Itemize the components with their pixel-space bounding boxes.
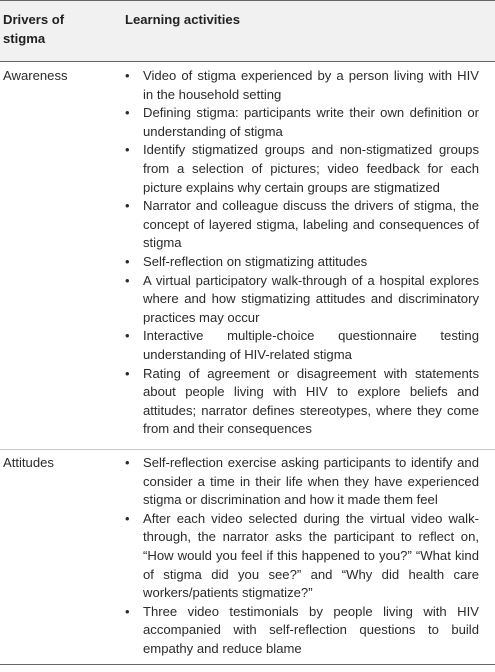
- driver-awareness: Awareness: [3, 68, 68, 83]
- driver-attitudes: Attitudes: [3, 455, 54, 470]
- bullet-icon: •: [125, 142, 130, 158]
- bullet-icon: •: [125, 603, 130, 619]
- top-rule: [0, 0, 495, 1]
- list-item: • Self-reflection on stigmatizing attitudes: [125, 253, 479, 272]
- bullet-icon: •: [125, 365, 130, 381]
- attitudes-activities: [125, 454, 479, 659]
- list-item: • Three video testimonials by people living with HIV accompanied with self-reflection questions to build empathy and reduce blame: [125, 603, 479, 656]
- bullet-icon: •: [125, 510, 130, 526]
- awareness-activities: [125, 67, 479, 439]
- list-item: • A virtual participatory walk-through of a hospital explores where and how stigmatizing attitudes and discriminatory practices may occur: [125, 272, 479, 325]
- list-item: • Self-reflection exercise asking participants to identify and consider a time in their life when they have experienced stigma or discrimination and how it made them feel: [125, 455, 479, 508]
- list-item: • Video of stigma experienced by a person living with HIV in the household setting: [125, 68, 479, 102]
- bullet-icon: •: [125, 328, 130, 344]
- bullet-icon: •: [125, 198, 130, 214]
- row-divider: [0, 449, 495, 450]
- header-rule: [0, 61, 495, 62]
- bullet-icon: •: [125, 272, 130, 288]
- bottom-rule: [0, 664, 495, 665]
- table-header: [0, 0, 495, 61]
- list-item: • After each video selected during the virtual video walk-through, the narrator asks the participant to reflect on, “How would you feel if this happened to you?” “What kind of stigma did you see?” and “Why did health care workers/patients stigmatize?”: [125, 510, 479, 601]
- bullet-icon: •: [125, 105, 130, 121]
- header-drivers: Drivers of stigma: [3, 12, 65, 46]
- list-item: • Identify stigmatized groups and non-stigmatized groups from a selection of pictures; video feedback for each picture explains why certain groups are stigmatized: [125, 142, 479, 195]
- list-item: • Narrator and colleague discuss the drivers of stigma, the concept of layered stigma, labeling and consequences of stigma: [125, 198, 479, 251]
- bullet-icon: •: [125, 455, 130, 470]
- list-item: • Rating of agreement or disagreement with statements about people living with HIV to explore beliefs and attitudes; narrator defines stereotypes, where they come from and their consequences: [125, 365, 479, 437]
- bullet-icon: •: [125, 68, 130, 83]
- header-activities: Learning activities: [125, 12, 240, 27]
- bullet-icon: •: [125, 253, 130, 269]
- list-item: • Interactive multiple-choice questionnaire testing understanding of HIV-related stigma: [125, 328, 479, 362]
- list-item: • Defining stigma: participants write their own definition or understanding of stigma: [125, 105, 479, 139]
